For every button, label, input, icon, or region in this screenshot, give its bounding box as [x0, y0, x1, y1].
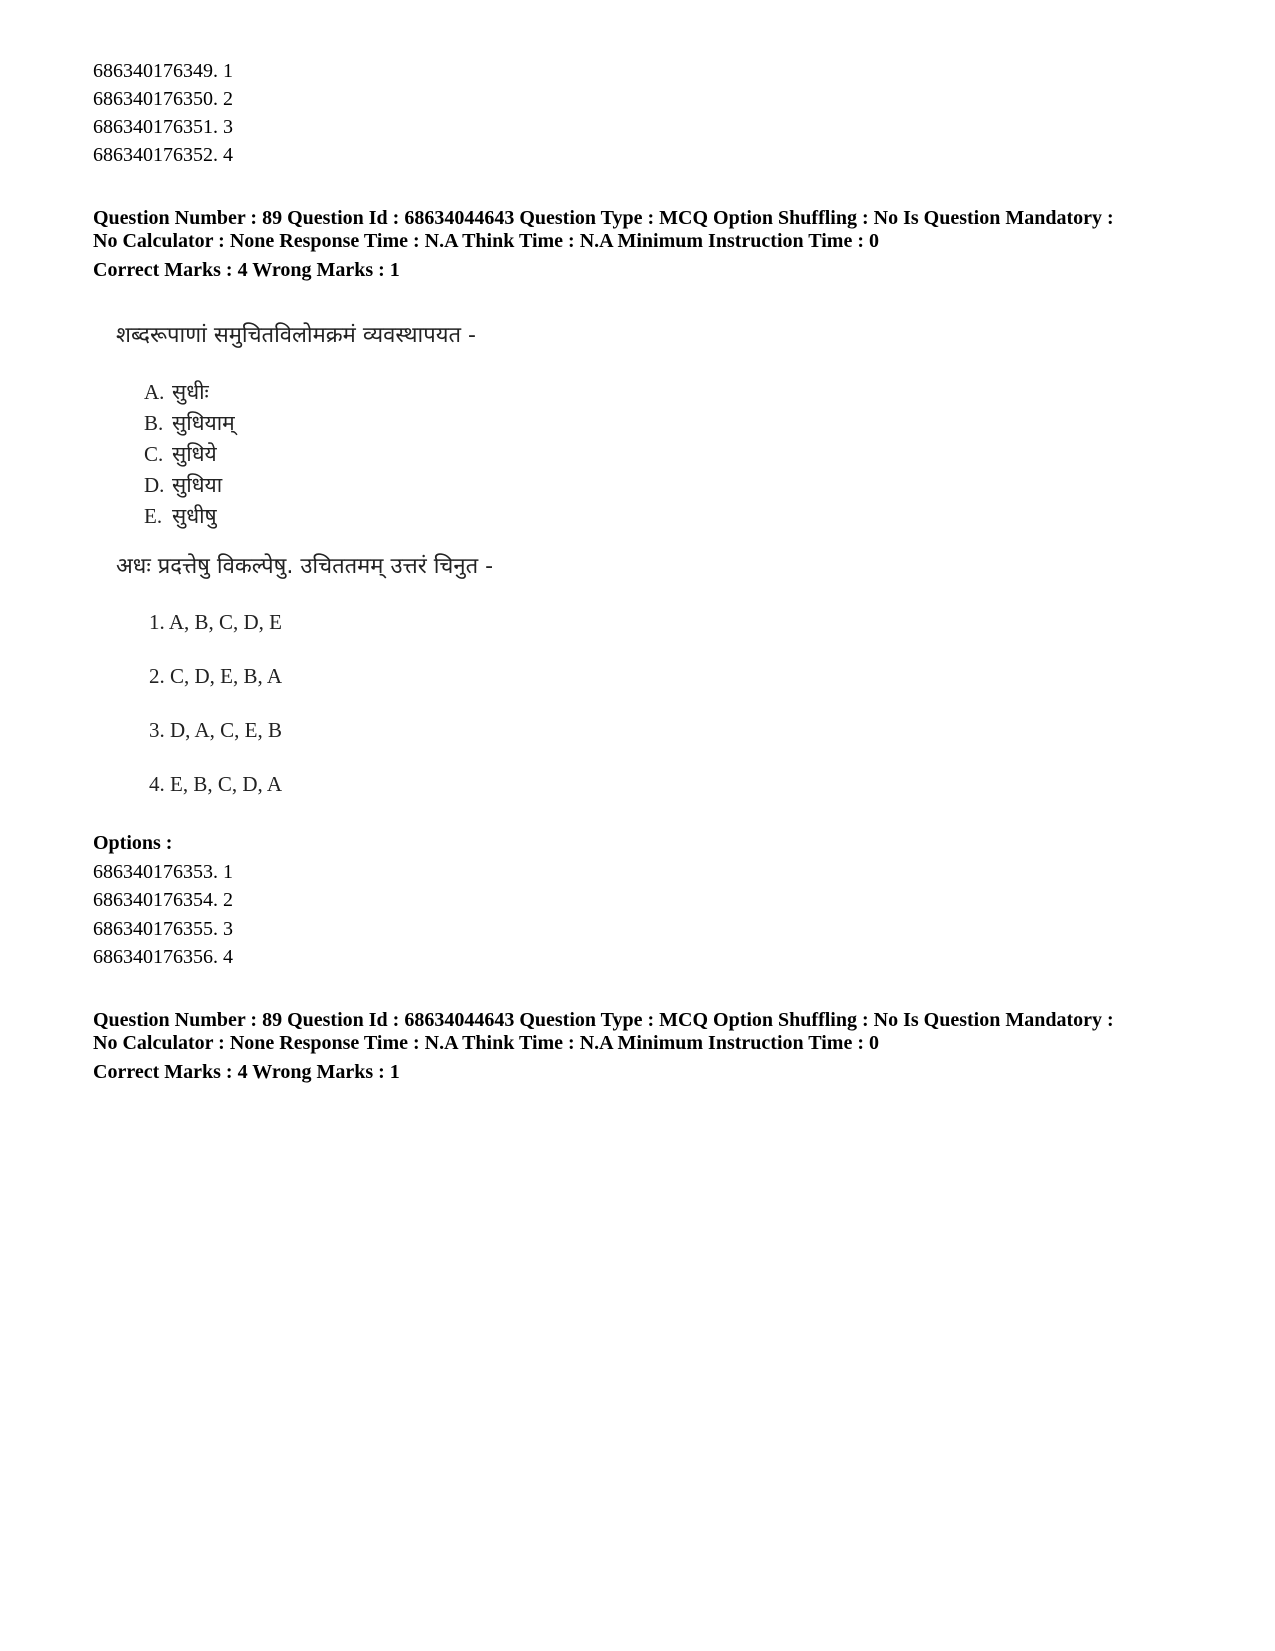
item-letter: E.: [144, 504, 163, 528]
item-text: सुधीषु: [172, 504, 217, 528]
question-item: [144, 378, 209, 406]
option-line: 686340176353. 1: [93, 861, 233, 883]
option-line: 686340176351. 3: [93, 116, 233, 138]
item-text: सुधिये: [172, 442, 217, 466]
option-line: 686340176354. 2: [93, 889, 233, 911]
question-stem: शब्दरूपाणां समुचितविलोमक्रमं व्यवस्थापयत -: [116, 323, 476, 348]
question-header-line: Question Number : 89 Question Id : 68634044643 Question Type : MCQ Option Shuffling : No Is Question Mandatory :: [93, 1009, 1114, 1031]
question-header-line: Question Number : 89 Question Id : 68634044643 Question Type : MCQ Option Shuffling : No Is Question Mandatory :: [93, 207, 1114, 229]
question-header-line: No Calculator : None Response Time : N.A Think Time : N.A Minimum Instruction Time : 0: [93, 1032, 879, 1054]
item-letter: D.: [144, 473, 165, 497]
question-item: [144, 409, 235, 437]
answer-choice: 3. D, A, C, E, B: [149, 718, 283, 742]
question-marks: Correct Marks : 4 Wrong Marks : 1: [93, 259, 400, 281]
item-letter: B.: [144, 411, 164, 435]
item-letter: A.: [144, 380, 165, 404]
answer-choice: 4. E, B, C, D, A: [149, 772, 283, 796]
question-item: [144, 440, 217, 468]
item-letter: C.: [144, 442, 164, 466]
option-line: 686340176350. 2: [93, 88, 233, 110]
question-item: [144, 502, 217, 530]
question-instruction: अधः प्रदत्तेषु विकल्पेषु. उचिततमम् उत्तरं चिनुत -: [116, 554, 494, 579]
answer-choice: 1. A, B, C, D, E: [149, 610, 283, 634]
answer-choice: 2. C, D, E, B, A: [149, 664, 283, 688]
option-line: 686340176356. 4: [93, 946, 233, 968]
question-header-line: No Calculator : None Response Time : N.A Think Time : N.A Minimum Instruction Time : 0: [93, 230, 879, 252]
item-text: सुधियाम्: [172, 411, 235, 435]
item-text: सुधीः: [172, 380, 209, 404]
option-line: 686340176355. 3: [93, 918, 233, 940]
item-text: सुधिया: [172, 473, 223, 497]
options-label: Options :: [93, 832, 173, 854]
question-item: [144, 471, 222, 499]
question-marks: Correct Marks : 4 Wrong Marks : 1: [93, 1061, 400, 1083]
option-line: 686340176349. 1: [93, 60, 233, 82]
option-line: 686340176352. 4: [93, 144, 233, 166]
